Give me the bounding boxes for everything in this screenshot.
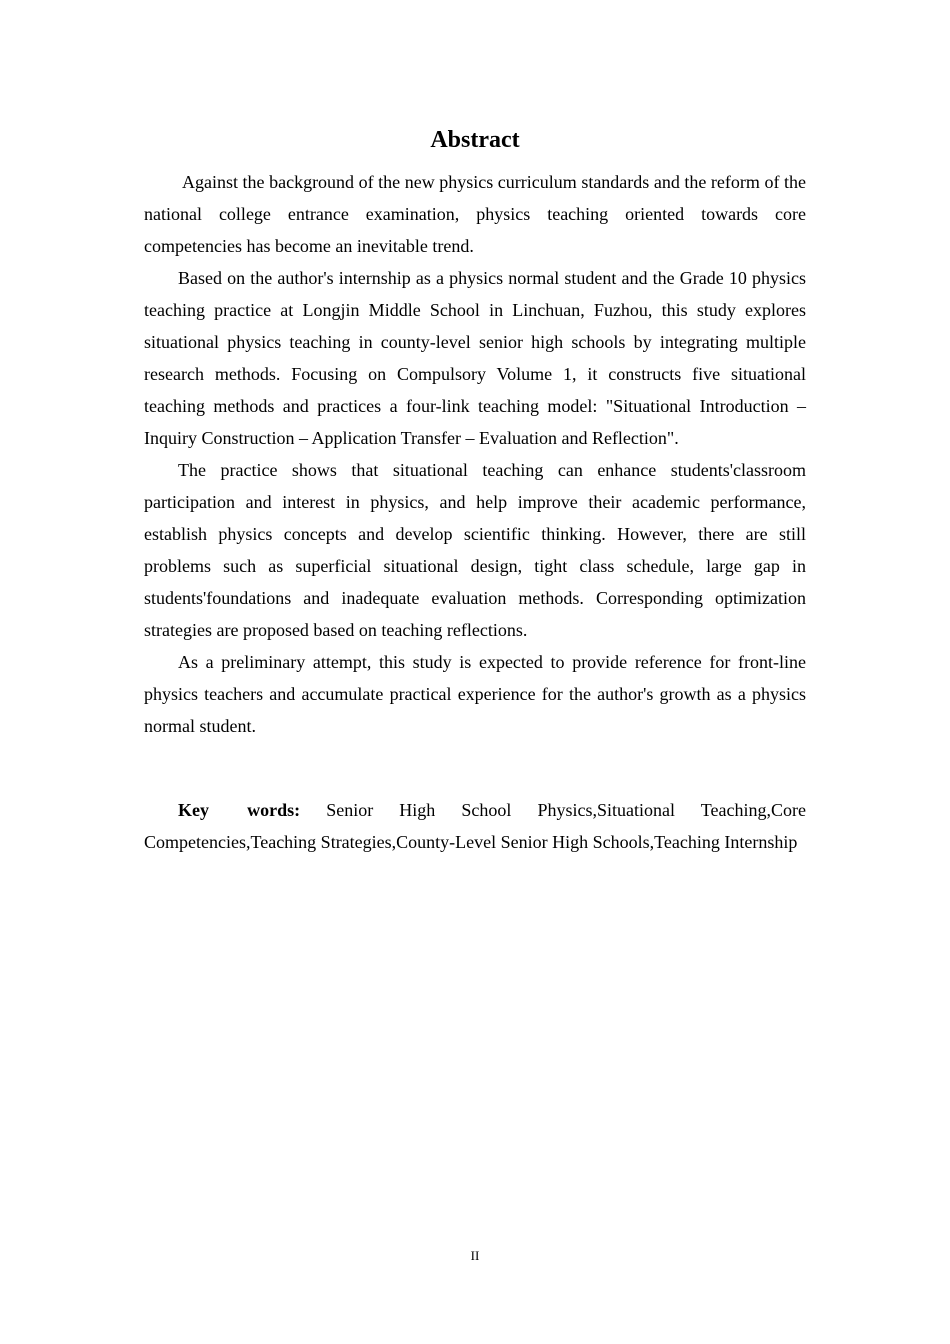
- keywords-line: [144, 794, 806, 858]
- keywords-text: Senior High School Physics,Situational Teaching,Core Competencies,Teaching Strategies,County-Level Senior High Schools,Teaching Internship: [144, 800, 806, 852]
- keywords-label: Key words:: [178, 800, 301, 820]
- abstract-paragraph-3: The practice shows that situational teaching can enhance students'classroom participation and interest in physics, and help improve their academic performance, establish physics concepts and develop scientific thinking. However, there are still problems such as superficial situational design, tight class schedule, large gap in students'foundations and inadequate evaluation methods. Corresponding optimization strategies are proposed based on teaching reflections.: [144, 460, 806, 640]
- abstract-paragraph-2: Based on the author's internship as a physics normal student and the Grade 10 physics teaching practice at Longjin Middle School in Linchuan, Fuzhou, this study explores situational physics teaching in county-level senior high schools by integrating multiple research methods. Focusing on Compulsory Volume 1, it constructs five situational teaching methods and practices a four-link teaching model: "Situational Introduction – Inquiry Construction – Application Transfer – Evaluation and Reflection".: [144, 268, 806, 448]
- abstract-paragraph-1: Against the background of the new physics curriculum standards and the reform of the national college entrance examination, physics teaching oriented towards core competencies has become an inevitable trend.: [144, 172, 806, 256]
- abstract-paragraph-4: As a preliminary attempt, this study is expected to provide reference for front-line physics teachers and accumulate practical experience for the author's growth as a physics normal student.: [144, 652, 806, 736]
- page-content: [144, 124, 806, 876]
- abstract-title: Abstract: [430, 127, 520, 153]
- page-number: II: [470, 1248, 480, 1263]
